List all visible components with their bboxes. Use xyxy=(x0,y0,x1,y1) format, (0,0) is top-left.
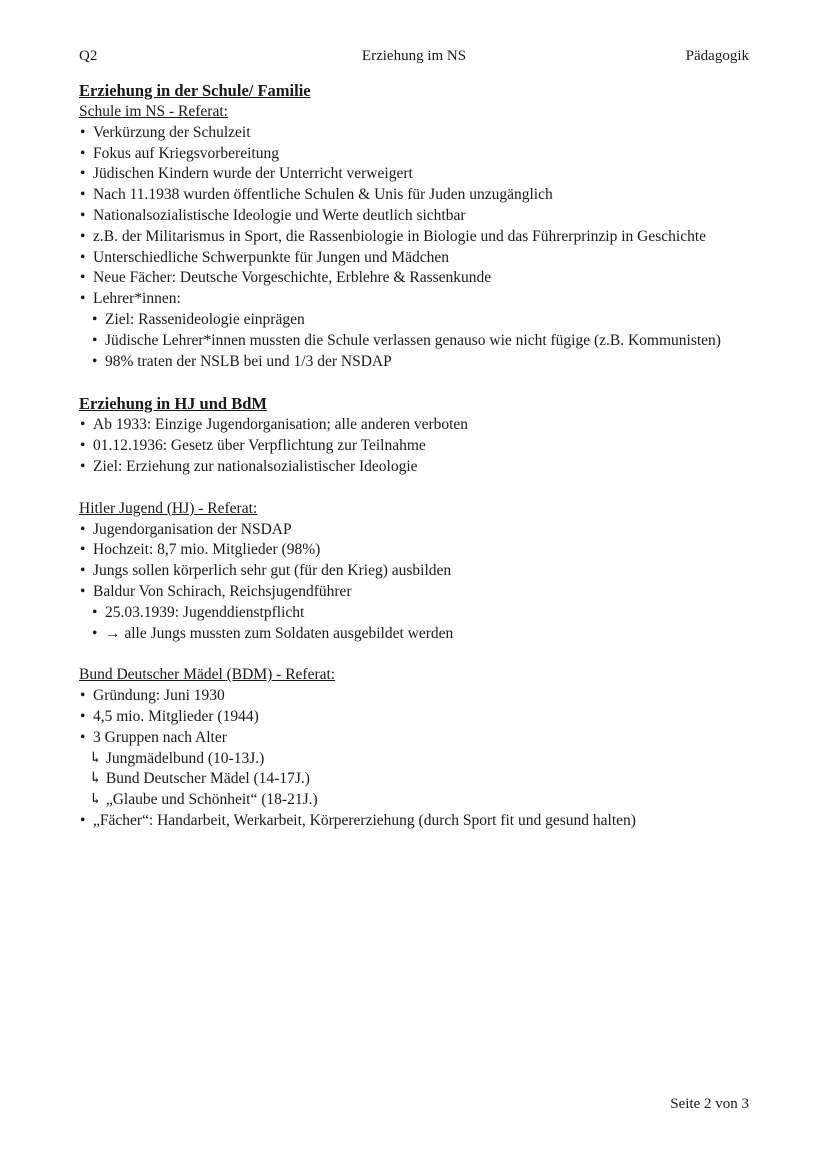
section-title-schule-familie: Erziehung in der Schule/ Familie xyxy=(79,81,311,100)
bdm-group: ↳ Bund Deutscher Mädel (14-17J.) xyxy=(89,770,310,788)
list-item: • Unterschiedliche Schwerpunkte für Jungen und Mädchen xyxy=(79,248,759,269)
list-item: • „Fächer“: Handarbeit, Werkarbeit, Körpererziehung (durch Sport fit und gesund halten) xyxy=(79,811,759,832)
list-lehrer xyxy=(79,310,759,372)
bdm-group: ↳ „Glaube und Schönheit“ (18-21J.) xyxy=(89,791,318,809)
header-topic: Erziehung im NS xyxy=(361,48,467,64)
list-item: • Ziel: Rassenideologie einprägen xyxy=(91,310,759,331)
list-item: • Jüdischen Kindern wurde der Unterricht verweigert xyxy=(79,164,759,185)
list-item: • → alle Jungs mussten zum Soldaten ausgebildet werden xyxy=(91,624,759,645)
list-item: • Fokus auf Kriegsvorbereitung xyxy=(79,144,759,165)
list-item: • 3 Gruppen nach Alter xyxy=(79,728,759,749)
subtitle-bdm-referat: Bund Deutscher Mädel (BDM) - Referat: xyxy=(79,666,336,684)
list-item: • Neue Fächer: Deutsche Vorgeschichte, Erblehre & Rassenkunde xyxy=(79,268,759,289)
list-hj-bdm xyxy=(79,415,759,477)
list-item: • Hochzeit: 8,7 mio. Mitglieder (98%) xyxy=(79,540,759,561)
list-item: • Jugendorganisation der NSDAP xyxy=(79,520,759,541)
list-item: • Ziel: Erziehung zur nationalsozialistischer Ideologie xyxy=(79,457,759,478)
list-item: • 4,5 mio. Mitglieder (1944) xyxy=(79,707,759,728)
list-item: • 01.12.1936: Gesetz über Verpflichtung zur Teilnahme xyxy=(79,436,759,457)
page-header xyxy=(79,48,749,68)
list-bdm xyxy=(79,686,759,748)
page-number: Seite 2 von 3 xyxy=(670,1096,749,1112)
bdm-group: ↳ Jungmädelbund (10-13J.) xyxy=(89,749,265,767)
section-title-hj-bdm: Erziehung in HJ und BdM xyxy=(79,394,267,414)
list-item: • Gründung: Juni 1930 xyxy=(79,686,759,707)
subtitle-schule-referat: Schule im NS - Referat: xyxy=(79,103,228,120)
list-item: • Nach 11.1938 wurden öffentliche Schulen & Unis für Juden unzugänglich xyxy=(79,185,759,206)
header-course: Q2 xyxy=(79,48,98,64)
list-item: • Jüdische Lehrer*innen mussten die Schule verlassen genauso wie nicht fügige (z.B. Kommunisten) xyxy=(91,331,759,352)
list-item: • 25.03.1939: Jugenddienstpflicht xyxy=(91,603,759,624)
header-subject: Pädagogik xyxy=(685,48,749,64)
list-schule xyxy=(79,123,759,310)
list-item: • Lehrer*innen: xyxy=(79,289,759,310)
list-item: • Jungs sollen körperlich sehr gut (für den Krieg) ausbilden xyxy=(79,561,759,582)
list-item: • z.B. der Militarismus in Sport, die Rassenbiologie in Biologie und das Führerprinzip in Geschichte xyxy=(79,227,759,248)
list-hj-sub xyxy=(79,603,759,645)
list-bdm-faecher xyxy=(79,811,759,832)
list-item: • Ab 1933: Einzige Jugendorganisation; alle anderen verboten xyxy=(79,415,759,436)
document-body xyxy=(79,80,759,832)
list-item: • Nationalsozialistische Ideologie und Werte deutlich sichtbar xyxy=(79,206,759,227)
list-item: • 98% traten der NSLB bei und 1/3 der NSDAP xyxy=(91,352,759,373)
subtitle-hj-referat: Hitler Jugend (HJ) - Referat: xyxy=(79,499,258,517)
list-item: • Baldur Von Schirach, Reichsjugendführer xyxy=(79,582,759,603)
list-hj xyxy=(79,520,759,603)
list-item: • Verkürzung der Schulzeit xyxy=(79,123,759,144)
